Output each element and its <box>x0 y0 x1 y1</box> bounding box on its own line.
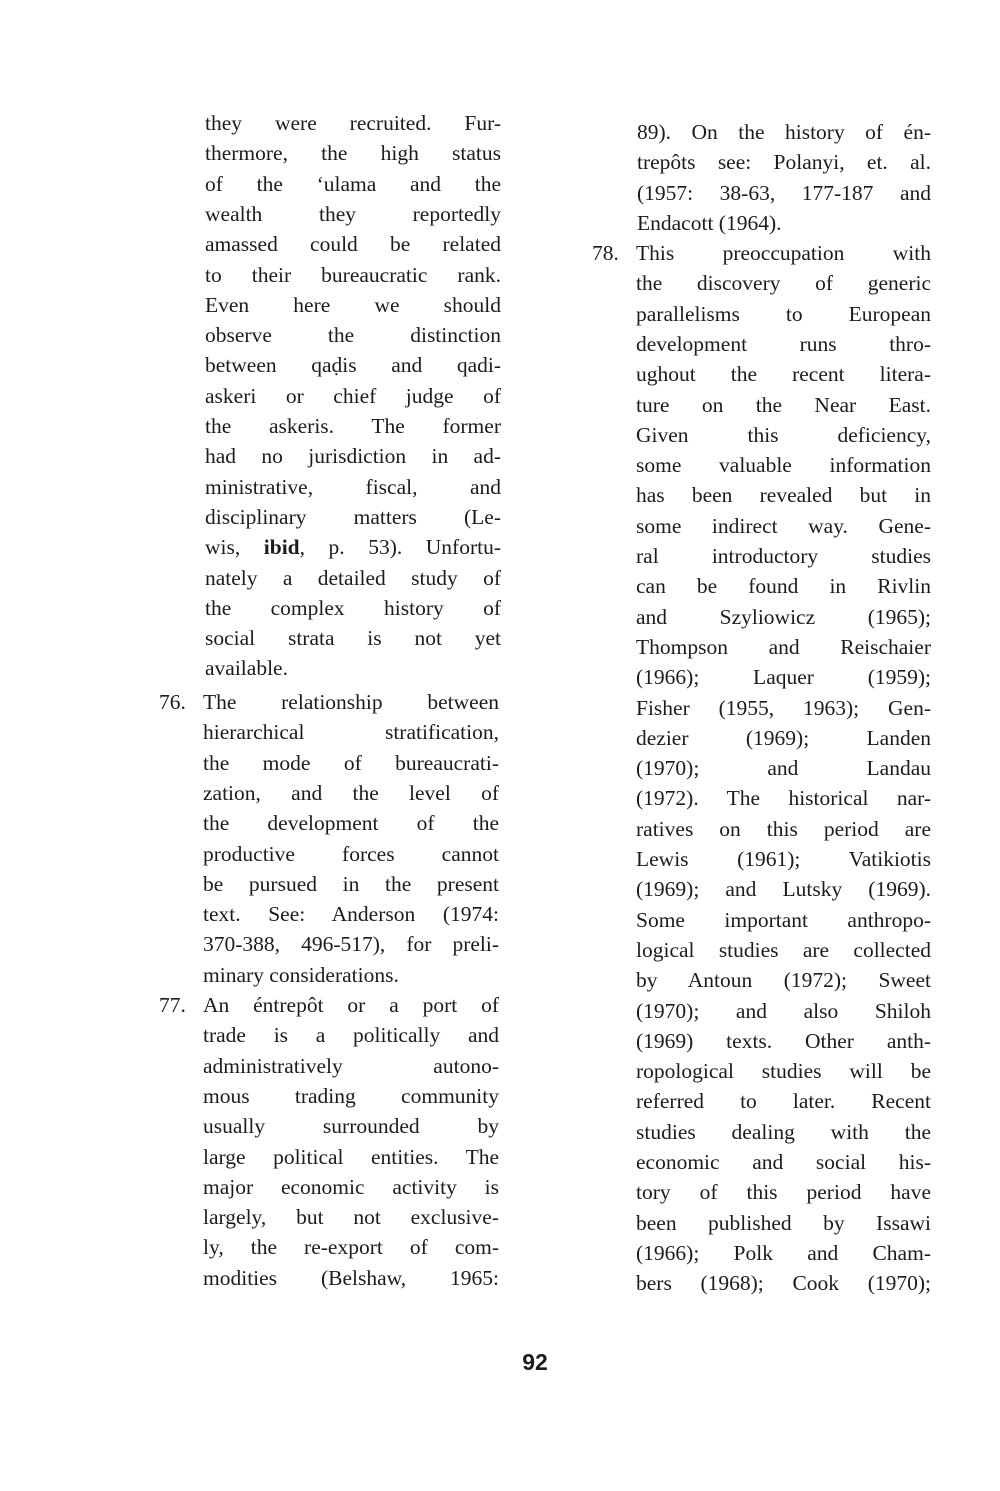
text-line: to their bureaucratic rank. <box>205 262 501 287</box>
note-number: 77. <box>159 993 186 1017</box>
text-line: the complex history of <box>205 595 501 620</box>
text-line: Lewis (1961); Vatikiotis <box>636 847 931 871</box>
text-line: by Antoun (1972); Sweet <box>636 968 931 993</box>
text-line: (1972). The historical nar- <box>636 786 931 811</box>
text-line: usually surrounded by <box>203 1114 499 1139</box>
text-line: (1970); and Landau <box>636 756 931 781</box>
text-line: wealth they reportedly <box>205 201 501 226</box>
text-line: between qaḍis and qadi- <box>205 353 501 378</box>
text-line: administratively autono- <box>203 1053 499 1078</box>
text-line: dezier (1969); Landen <box>636 725 931 750</box>
text-line: Given this deficiency, <box>636 422 931 447</box>
text-line: the mode of bureaucrati- <box>203 750 499 775</box>
text-line: available. <box>205 656 288 681</box>
text-line: development runs thro- <box>636 331 931 356</box>
text-line: Thompson and Reischaier <box>636 634 931 659</box>
text-line: (1966); Laquer (1959); <box>636 665 931 690</box>
text-line: parallelisms to European <box>636 301 931 326</box>
text-line: and Szyliowicz (1965); <box>636 604 931 629</box>
text-line: be pursued in the present <box>203 871 499 896</box>
text-line: 370-388, 496-517), for preli- <box>203 932 499 957</box>
note-number: 76. <box>159 690 186 714</box>
text-line: (1969); and Lutsky (1969). <box>636 877 931 902</box>
text-line: minary considerations. <box>203 962 399 987</box>
text-line: can be found in Rivlin <box>636 574 931 599</box>
bold-ibid: ibid <box>263 535 300 560</box>
text-line: has been revealed but in <box>636 483 931 508</box>
text-line: Endacott (1964). <box>637 210 782 235</box>
text-line: ministrative, fiscal, and <box>205 474 501 499</box>
text-line: they were recruited. Fur- <box>205 111 501 135</box>
text-line: large political entities. The <box>203 1144 499 1169</box>
text-line: referred to later. Recent <box>636 1089 931 1114</box>
text-line: trepôts see: Polanyi, et. al. <box>637 150 931 175</box>
note-number: 78. <box>592 241 619 265</box>
text-line: modities (Belshaw, 1965: <box>203 1265 499 1290</box>
text-line: productive forces cannot <box>203 841 499 866</box>
text-line: (1966); Polk and Cham- <box>636 1240 931 1265</box>
text-line: wis, ibid, p. 53). Unfortu- <box>205 535 502 560</box>
text-line: Some important anthropo- <box>636 907 931 932</box>
text-line: economic and social his- <box>636 1150 931 1174</box>
text-line: of the ‘ulama and the <box>205 171 501 196</box>
text-line: ropological studies will be <box>636 1059 931 1084</box>
text-line: ughout the recent litera- <box>636 362 931 387</box>
text-line: Fisher (1955, 1963); Gen- <box>636 695 931 720</box>
text-line: some valuable information <box>636 453 931 478</box>
text-line: tory of this period have <box>636 1180 931 1205</box>
text-line: (1957: 38-63, 177-187 and <box>637 180 931 205</box>
text-line: nately a detailed study of <box>205 565 501 590</box>
text-line: Even here we should <box>205 292 501 317</box>
page-number: 92 <box>522 1349 548 1375</box>
text-line: disciplinary matters (Le- <box>205 504 501 529</box>
text-line: major economic activity is <box>203 1174 499 1199</box>
text-line: askeri or chief judge of <box>205 383 501 408</box>
text-line: An éntrepôt or a port of <box>203 993 499 1017</box>
text-line: trade is a politically and <box>203 1023 499 1048</box>
text-line: studies dealing with the <box>636 1119 931 1144</box>
text-line: ral introductory studies <box>636 544 931 568</box>
text-line: mous trading community <box>203 1083 499 1108</box>
text-line: ture on the Near East. <box>636 392 931 417</box>
text-line: bers (1968); Cook (1970); <box>636 1271 931 1296</box>
text-line: been published by Issawi <box>636 1210 931 1235</box>
text-line: zation, and the level of <box>203 780 499 805</box>
text-line: ratives on this period are <box>636 816 931 841</box>
text-line: amassed could be related <box>205 232 501 257</box>
text-line: 89). On the history of én- <box>637 120 931 144</box>
text-line: social strata is not yet <box>205 626 501 651</box>
text-line: logical studies are collected <box>636 937 931 962</box>
text-line: hierarchical stratification, <box>203 720 499 745</box>
text-line: ly, the re-export of com- <box>203 1235 499 1260</box>
text-line: (1970); and also Shiloh <box>636 998 931 1023</box>
text-line: The relationship between <box>203 690 499 714</box>
text-line: text. See: Anderson (1974: <box>203 902 499 927</box>
text-line: the discovery of generic <box>636 271 931 296</box>
text-line: (1969) texts. Other anth- <box>636 1028 931 1053</box>
text-line: observe the distinction <box>205 323 501 348</box>
text-line: largely, but not exclusive- <box>203 1205 499 1230</box>
text-line: This preoccupation with <box>636 241 931 265</box>
text-line: some indirect way. Gene- <box>636 513 931 538</box>
text-line: the development of the <box>203 811 499 836</box>
text-line: had no jurisdiction in ad- <box>205 444 501 469</box>
text-line: thermore, the high status <box>205 141 501 166</box>
text-line: the askeris. The former <box>205 414 501 438</box>
